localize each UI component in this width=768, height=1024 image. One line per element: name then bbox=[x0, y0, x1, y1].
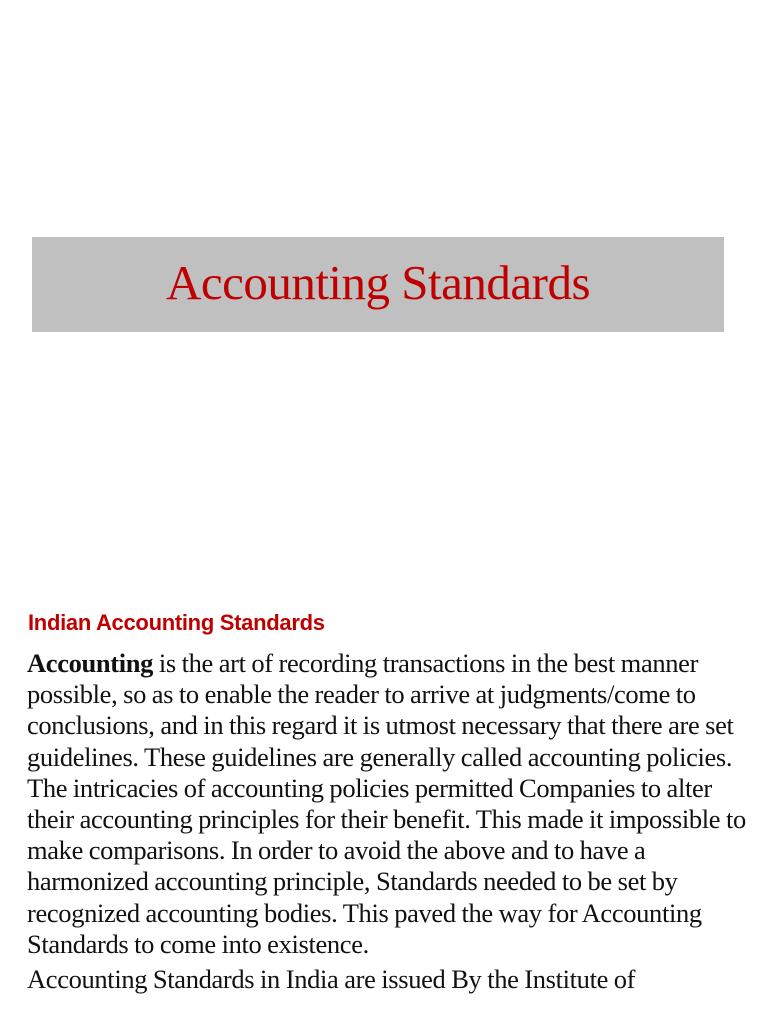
paragraph-2: Accounting Standards in India are issued By the Institute of bbox=[27, 964, 636, 995]
paragraph-1 bbox=[27, 648, 763, 960]
paragraph-1-lead: Accounting bbox=[27, 648, 154, 678]
paragraph-1-text: is the art of recording transactions in the best manner possible, so as to enable the reader to arrive at judgments/come to conclusions, and in this regard it is utmost necessary that there are set guidelines. These guidelines are generally called accounting policies. The intricacies of accounting policies permitted Companies to alter their accounting principles for their benefit. This made it impossible to make comparisons. In order to avoid the above and to have a harmonized accounting principle, Standards needed to be set by recognized accounting bodies. This paved the way for Accounting Standards to come into existence. bbox=[27, 648, 746, 959]
title-banner bbox=[32, 237, 724, 332]
page-title: Accounting Standards bbox=[165, 255, 591, 310]
section-heading: Indian Accounting Standards bbox=[28, 610, 325, 635]
body-text bbox=[27, 648, 763, 999]
